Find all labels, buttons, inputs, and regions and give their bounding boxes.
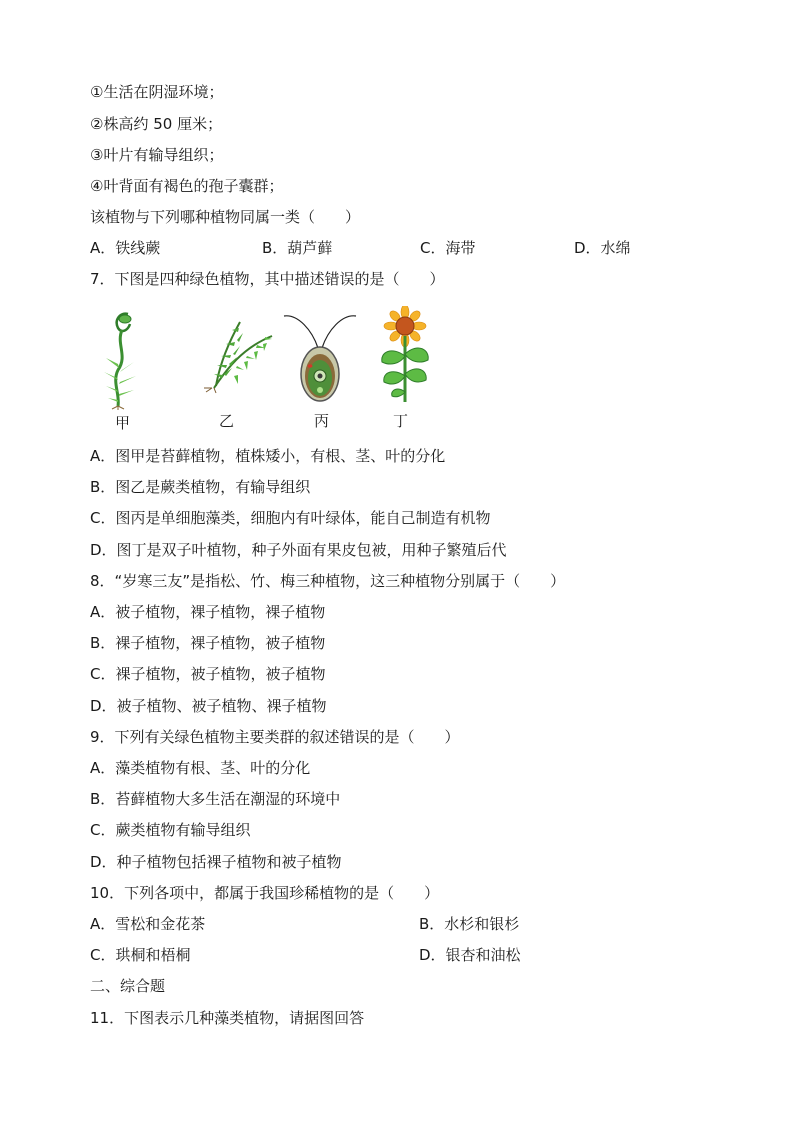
q8-option-a: A．被子植物，裸子植物，裸子植物 bbox=[90, 603, 326, 621]
q9-option-d: D．种子植物包括裸子植物和被子植物 bbox=[90, 853, 342, 871]
chlamydomonas-cell-icon bbox=[282, 308, 358, 404]
question-6-stem: 该植物与下列哪种植物同属一类（ ） bbox=[90, 208, 361, 226]
sunflower-plant-icon bbox=[376, 306, 434, 404]
question-11-stem: 11．下图表示几种藻类植物，请据图回答 bbox=[90, 1009, 365, 1027]
q8-option-d: D．被子植物、被子植物、裸子植物 bbox=[90, 697, 327, 715]
question-9-stem: 9．下列有关绿色植物主要类群的叙述错误的是（ ） bbox=[90, 728, 460, 746]
q10-option-b: B．水杉和银杉 bbox=[419, 915, 520, 933]
intro-line-1: ①生活在阴湿环境； bbox=[90, 83, 224, 101]
intro-line-3: ③叶片有输导组织； bbox=[90, 146, 224, 164]
plant-label-jia: 甲 bbox=[115, 414, 131, 432]
q7-option-d: D．图丁是双子叶植物，种子外面有果皮包被，用种子繁殖后代 bbox=[90, 541, 507, 559]
q8-option-b: B．裸子植物，裸子植物，被子植物 bbox=[90, 634, 326, 652]
q10-option-c: C．珙桐和梧桐 bbox=[90, 946, 191, 964]
q9-option-a: A．藻类植物有根、茎、叶的分化 bbox=[90, 759, 311, 777]
q6-option-a: A．铁线蕨 bbox=[90, 239, 161, 257]
q9-option-b: B．苔藓植物大多生活在潮湿的环境中 bbox=[90, 790, 341, 808]
q9-option-c: C．蕨类植物有输导组织 bbox=[90, 821, 251, 839]
q6-option-d: D．水绵 bbox=[574, 239, 631, 257]
question-7-stem: 7．下图是四种绿色植物，其中描述错误的是（ ） bbox=[90, 270, 445, 288]
question-10-stem: 10．下列各项中，都属于我国珍稀植物的是（ ） bbox=[90, 884, 440, 902]
plant-label-bing: 丙 bbox=[314, 412, 330, 430]
q7-option-a: A．图甲是苔藓植物，植株矮小，有根、茎、叶的分化 bbox=[90, 447, 446, 465]
q6-option-c: C．海带 bbox=[420, 239, 476, 257]
plant-label-yi: 乙 bbox=[219, 412, 235, 430]
q7-option-c: C．图丙是单细胞藻类，细胞内有叶绿体，能自己制造有机物 bbox=[90, 509, 491, 527]
q10-option-a: A．雪松和金花茶 bbox=[90, 915, 206, 933]
intro-line-2: ②株高约 50 厘米； bbox=[90, 115, 223, 133]
q10-option-d: D．银杏和油松 bbox=[419, 946, 521, 964]
intro-line-4: ④叶背面有褐色的孢子囊群； bbox=[90, 177, 284, 195]
section-heading: 二、综合题 bbox=[90, 977, 166, 995]
moss-plant-icon bbox=[98, 310, 146, 410]
q6-option-b: B．葫芦藓 bbox=[262, 239, 333, 257]
fern-plant-icon bbox=[200, 318, 276, 394]
q8-option-c: C．裸子植物，被子植物，被子植物 bbox=[90, 665, 326, 683]
plant-label-ding: 丁 bbox=[393, 412, 409, 430]
question-8-stem: 8．“岁寒三友”是指松、竹、梅三种植物，这三种植物分别属于（ ） bbox=[90, 572, 566, 590]
q7-option-b: B．图乙是蕨类植物，有输导组织 bbox=[90, 478, 311, 496]
